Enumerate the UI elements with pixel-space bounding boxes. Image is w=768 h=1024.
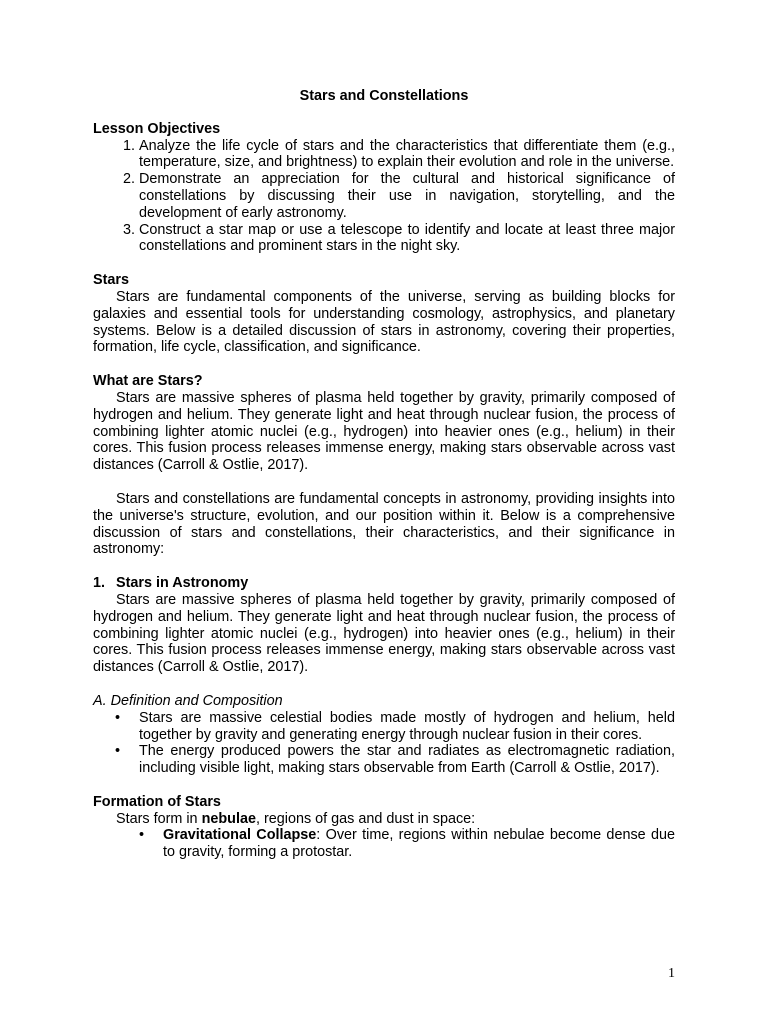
bullet-item — [115, 709, 675, 744]
formation-intro-bold: nebulae — [201, 810, 256, 827]
definition-bullet-list — [93, 710, 675, 777]
page-number: 1 — [668, 966, 675, 981]
document-title: Stars and Constellations — [299, 88, 469, 104]
bullet-item — [139, 827, 675, 861]
bullet-item — [115, 743, 675, 777]
objective-item: 3. Construct a star map or use a telescope to identify and locate at least three major constellations and prominent stars in the night sky. — [139, 222, 675, 256]
section-heading-text: Stars in Astronomy — [116, 575, 249, 592]
bullet-icon: • — [115, 743, 121, 760]
stars-in-astronomy-paragraph: Stars are massive spheres of plasma held together by gravity, primarily composed of hydrogen and helium. They generate light and heat through nuclear fusion, the process of combining lighter atomic nuclei (e.g., hydrogen) into heavier ones (e.g., helium) in their cores. This fusion process releases immense energy, making stars observable across vast distances (Carroll & Ostlie, 2017). — [93, 591, 675, 676]
what-are-stars-heading: What are Stars? — [93, 373, 203, 390]
stars-heading: Stars — [93, 272, 129, 289]
formation-intro-text-end: , regions of gas and dust in space: — [255, 810, 476, 827]
section-number: 1. — [93, 575, 106, 592]
formation-heading: Formation of Stars — [93, 793, 221, 810]
formation-intro-text: Stars form in — [116, 810, 202, 827]
objective-item: 2. Demonstrate an appreciation for the cultural and historical significance of constellations by discussing their use in navigation, storytelling, and the development of early astronomy. — [139, 171, 675, 221]
objective-item: 1. Analyze the life cycle of stars and the characteristics that differentiate them (e.g., temperature, size, and brightness) to explain their evolution and role in the universe. — [139, 138, 675, 172]
stars-paragraph: Stars are fundamental components of the universe, serving as building blocks for galaxies and essential tools for understanding cosmology, astrophysics, and planetary systems. Below is a detailed discussion of stars in astronomy, covering their properties, formation, life cycle, classification, and significance. — [93, 288, 675, 356]
objectives-heading: Lesson Objectives — [93, 120, 221, 137]
formation-intro — [93, 811, 675, 828]
stars-constellations-paragraph: Stars and constellations are fundamental concepts in astronomy, providing insights into the universe's structure, evolution, and our position within it. Below is a comprehensive discussion of stars and constellations, their characteristics, and their significance in astronomy: — [93, 490, 675, 558]
bullet-text: The energy produced powers the star and radiates as electromagnetic radiation, including visible light, making stars observable from Earth (Carroll & Ostlie, 2017). — [139, 743, 675, 777]
bullet-term: Gravitational Collapse — [163, 827, 317, 844]
stars-in-astronomy-heading — [93, 575, 675, 592]
definition-subheading: A. Definition and Composition — [93, 692, 283, 709]
what-are-stars-paragraph: Stars are massive spheres of plasma held together by gravity, primarily composed of hydrogen and helium. They generate light and heat through nuclear fusion, the process of combining lighter atomic nuclei (e.g., hydrogen) into heavier ones (e.g., helium) in their cores. This fusion process releases immense energy, making stars observable across vast distances (Carroll & Ostlie, 2017). — [93, 389, 675, 474]
document-page — [93, 88, 675, 861]
bullet-text: : Over time, regions within nebulae become dense due to gravity, forming a protostar. — [163, 827, 675, 861]
bullet-icon: • — [115, 709, 121, 726]
bullet-icon: • — [139, 827, 145, 844]
objectives-list — [93, 138, 675, 256]
bullet-text: Stars are massive celestial bodies made mostly of hydrogen and helium, held together by gravity and generating energy through nuclear fusion in their cores. — [139, 709, 675, 743]
formation-bullet-list — [93, 827, 675, 861]
